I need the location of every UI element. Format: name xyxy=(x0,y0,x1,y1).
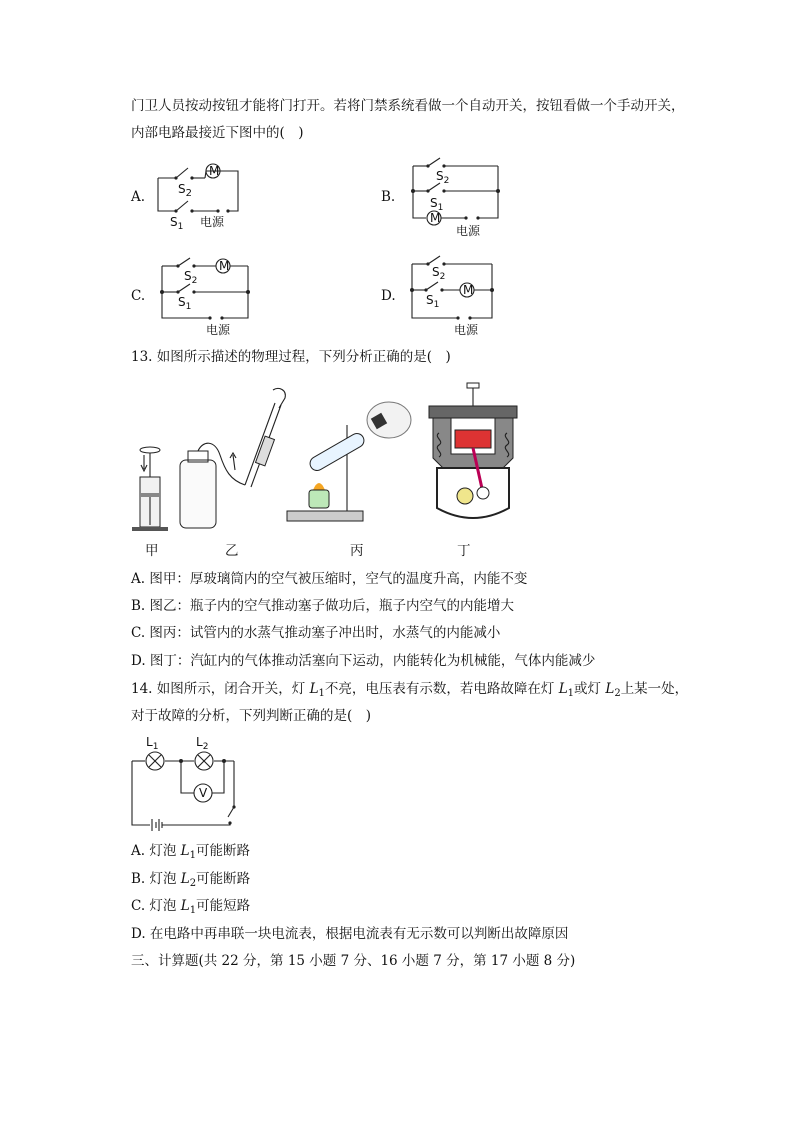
q13-option-c[interactable]: C. 图丙：试管内的水蒸气推动塞子冲出时，水蒸气的内能减小 xyxy=(131,625,501,641)
figure-label-yi: 乙 xyxy=(225,543,239,559)
lamp-l1-icon xyxy=(146,752,164,770)
power-label: 电源 xyxy=(456,224,481,238)
figure-label-ding: 丁 xyxy=(457,543,471,559)
lamp-l2-label: $L_2$ xyxy=(196,735,209,752)
switch-s1-label: $S_1$ xyxy=(170,215,184,232)
svg-text:M: M xyxy=(219,259,230,273)
voltmeter-label: V xyxy=(199,786,208,800)
q14-option-b[interactable]: B. 灯泡 $L_2$可能断路 xyxy=(131,871,251,889)
circuit-d-diagram xyxy=(408,256,528,336)
switch-s2-label: $S_2$ xyxy=(436,169,450,186)
switch-s1-label: $S_1$ xyxy=(430,196,444,213)
circuit-a-diagram xyxy=(150,158,270,232)
q14-circuit-diagram xyxy=(128,733,258,833)
battery-icon xyxy=(152,819,162,831)
section-3-heading: 三、计算题(共 22 分，第 15 小题 7 分、16 小题 7 分，第 17 小题 8 分) xyxy=(131,953,576,969)
switch-s1-label: $S_1$ xyxy=(426,293,440,310)
q12-option-a-label[interactable]: A. xyxy=(131,189,146,205)
q13-option-b[interactable]: B. 图乙：瓶子内的空气推动塞子做功后，瓶子内空气的内能增大 xyxy=(131,598,515,614)
figure-yi-bottle-pump xyxy=(175,385,285,535)
figure-label-jia: 甲 xyxy=(145,543,159,559)
svg-text:M: M xyxy=(430,211,441,225)
q14-option-a[interactable]: A. 灯泡 $L_1$可能断路 xyxy=(131,843,250,861)
svg-text:M: M xyxy=(463,283,474,297)
switch-s2-label: $S_2$ xyxy=(178,182,192,199)
switch-s2-label: $S_2$ xyxy=(184,269,198,286)
lamp-l2-icon xyxy=(195,752,213,770)
power-label: 电源 xyxy=(206,323,231,337)
q12-option-d-label[interactable]: D. xyxy=(381,288,396,304)
power-label: 电源 xyxy=(200,215,225,229)
q14-stem-line2: 对于故障的分析，下列判断正确的是( ) xyxy=(131,708,372,724)
q12-option-c-label[interactable]: C. xyxy=(131,288,146,304)
circuit-c-diagram xyxy=(158,256,278,336)
figure-bing-test-tube xyxy=(285,385,415,535)
circuit-b-diagram xyxy=(408,158,528,238)
q13-option-d[interactable]: D. 图丁：汽缸内的气体推动活塞向下运动，内能转化为机械能，气体内能减少 xyxy=(131,653,596,669)
power-label: 电源 xyxy=(454,323,479,337)
figure-ding-engine xyxy=(423,378,523,528)
figure-label-bing: 丙 xyxy=(350,543,364,559)
lamp-l1-label: $L_1$ xyxy=(146,735,159,752)
q14-option-c[interactable]: C. 灯泡 $L_1$可能短路 xyxy=(131,898,251,916)
motor-label: M xyxy=(209,164,220,178)
q14-option-d[interactable]: D. 在电路中再串联一块电流表，根据电流表有无示数可以判断出故障原因 xyxy=(131,926,569,942)
q14-stem-line1: 14. 如图所示，闭合开关，灯 $L_1$不亮，电压表有示数，若电路故障在灯 $L_1$或灯 $L_2$上某一处， xyxy=(131,681,689,699)
switch-s1-label: $S_1$ xyxy=(178,295,192,312)
q12-option-b-label[interactable]: B. xyxy=(381,189,396,205)
q12-line2: 内部电路最接近下图中的( ) xyxy=(131,125,304,141)
q12-line1: 门卫人员按动按钮才能将门打开。若将门禁系统看做一个自动开关，按钮看做一个手动开关， xyxy=(131,98,685,114)
switch-s2-label: $S_2$ xyxy=(432,265,446,282)
figure-jia-compression-cylinder xyxy=(130,385,170,535)
q13-stem: 13. 如图所示描述的物理过程，下列分析正确的是( ) xyxy=(131,349,451,365)
q13-option-a[interactable]: A. 图甲：厚玻璃筒内的空气被压缩时，空气的温度升高，内能不变 xyxy=(131,571,528,587)
